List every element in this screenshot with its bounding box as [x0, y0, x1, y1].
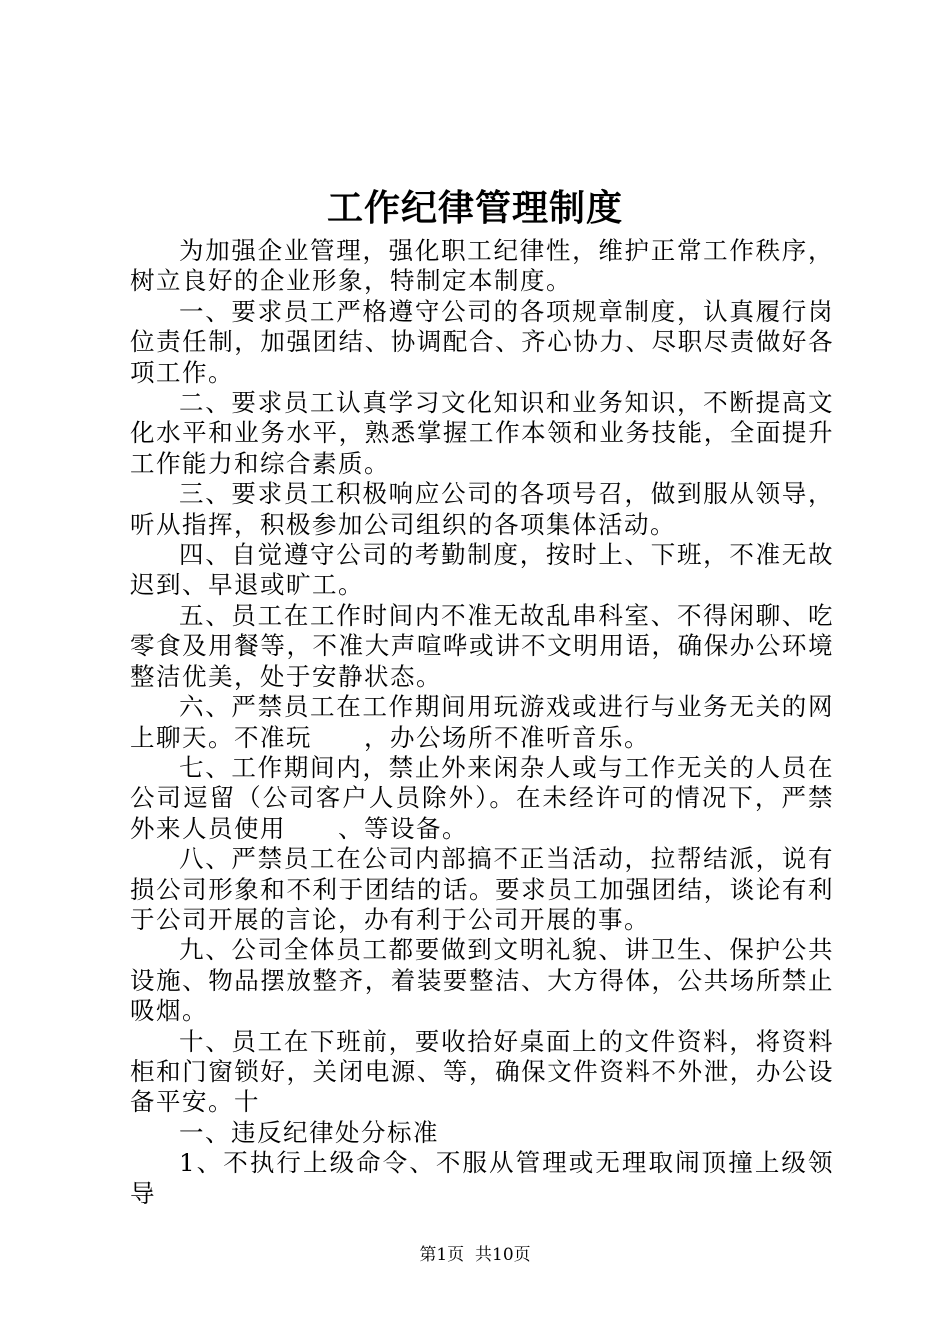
page-total: 共10页: [475, 1245, 531, 1265]
paragraph-rule-5: 五、员工在工作时间内不准无故乱串科室、不得闲聊、吃零食及用餐等，不准大声喧哗或讲不文明用语，确保办公环境整洁优美，处于安静状态。: [130, 600, 834, 691]
paragraph-rule-10: 十、员工在下班前，要收拾好桌面上的文件资料，将资料柜和门窗锁好，关闭电源、等，确保文件资料不外泄，办公设备平安。十: [130, 1026, 834, 1117]
paragraph-rule-2: 二、要求员工认真学习文化知识和业务知识，不断提高文化水平和业务水平，熟悉掌握工作本领和业务技能，全面提升工作能力和综合素质。: [130, 388, 834, 478]
paragraph-rule-9: 九、公司全体员工都要做到文明礼貌、讲卫生、保护公共设施、物品摆放整齐，着装要整洁、大方得体，公共场所禁止吸烟。: [130, 935, 834, 1026]
page-number: 第1页: [419, 1245, 465, 1265]
paragraph-rule-8: 八、严禁员工在公司内部搞不正当活动，拉帮结派，说有损公司形象和不利于团结的话。要求员工加强团结，谈论有利于公司开展的言论，办有利于公司开展的事。: [130, 844, 834, 934]
paragraph-intro: 为加强企业管理，强化职工纪律性，维护正常工作秩序，树立良好的企业形象，特制定本制度。: [130, 236, 834, 296]
paragraph-penalty-1: 1、不执行上级命令、不服从管理或无理取闹顶撞上级领导: [130, 1148, 834, 1208]
paragraph-rule-4: 四、自觉遵守公司的考勤制度，按时上、下班，不准无故迟到、早退或旷工。: [130, 540, 834, 600]
paragraph-rule-6: 六、严禁员工在工作期间用玩游戏或进行与业务无关的网上聊天。不准玩 ，办公场所不准听音乐。: [130, 692, 834, 752]
section-heading-penalties: 一、违反纪律处分标准: [179, 1117, 439, 1147]
page-footer: [0, 1244, 950, 1266]
paragraph-rule-3: 三、要求员工积极响应公司的各项号召，做到服从领导，听从指挥，积极参加公司组织的各项集体活动。: [130, 479, 834, 539]
paragraph-rule-1: 一、要求员工严格遵守公司的各项规章制度，认真履行岗位责任制，加强团结、协调配合、齐心协力、尽职尽责做好各项工作。: [130, 296, 834, 387]
document-title: 工作纪律管理制度: [326, 187, 623, 229]
footer-separator: [464, 1245, 475, 1265]
document-body: [130, 236, 834, 1209]
paragraph-rule-7: 七、工作期间内，禁止外来闲杂人或与工作无关的人员在公司逗留（公司客户人员除外）。在未经许可的情况下，严禁外来人员使用 、等设备。: [130, 752, 834, 843]
